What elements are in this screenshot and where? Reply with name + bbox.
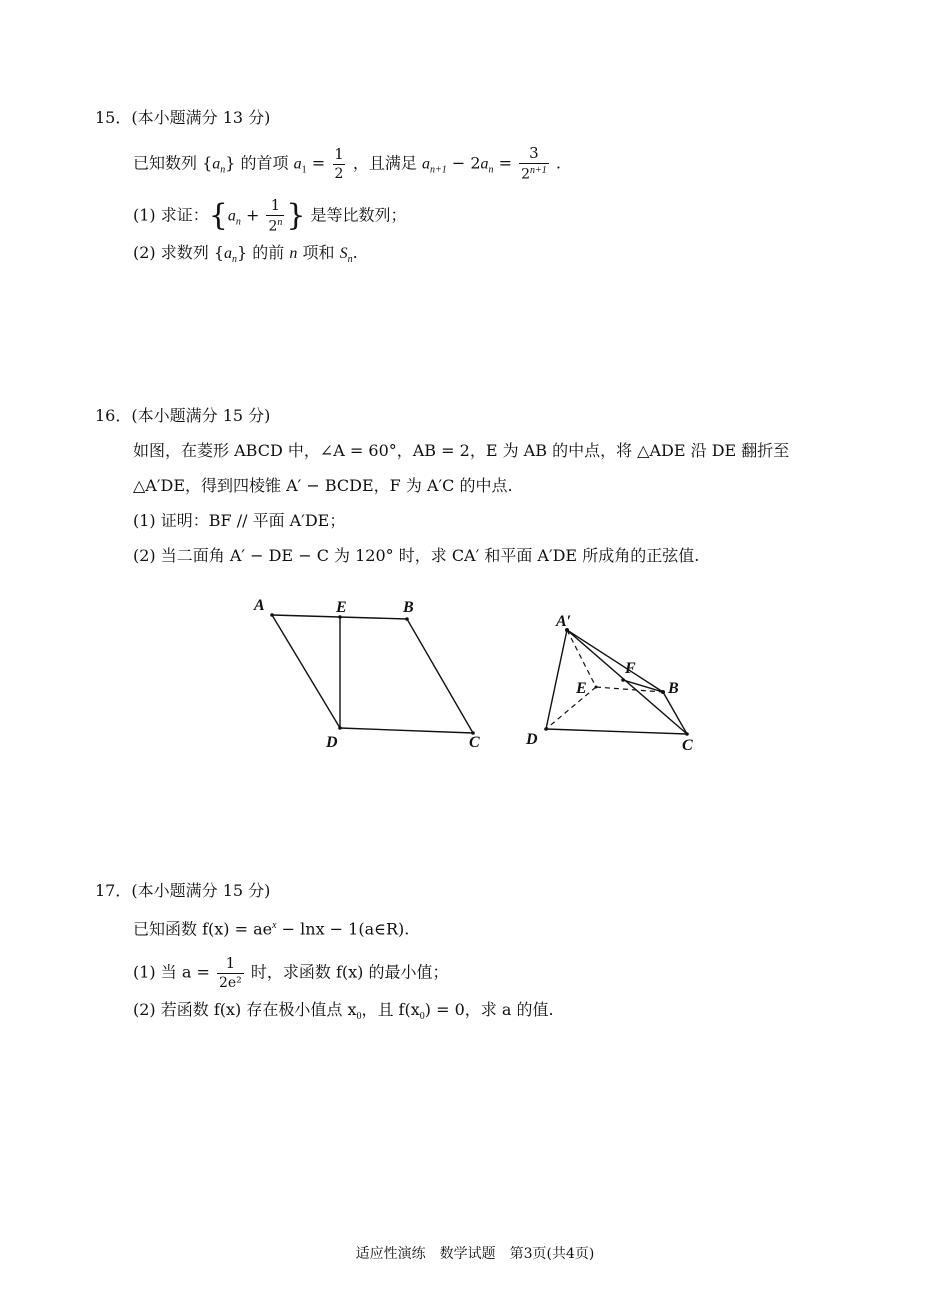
q15-header: 15．(本小题满分 13 分) xyxy=(95,108,271,127)
q17-text-1: 已知函数 f(x) = ae xyxy=(133,919,273,939)
pyramid-figure xyxy=(520,605,710,760)
q15-part1-label: (1) 求证： xyxy=(133,205,209,225)
q17-statement xyxy=(133,916,409,939)
q17-part2-mid: ，且 f(x xyxy=(361,1000,420,1019)
edge-DC xyxy=(340,728,473,733)
q15-part2-tail: 项和 xyxy=(302,243,335,262)
edge-BC xyxy=(663,692,687,734)
label-D: D xyxy=(326,734,338,751)
edge-DC xyxy=(546,729,687,734)
label-A: A xyxy=(254,597,265,614)
q16-line2: △A′DE，得到四棱锥 A′ − BCDE，F 为 A′C 的中点. xyxy=(133,476,513,495)
label-A-prime: A′ xyxy=(556,613,572,630)
q15-frac-rhs: $\frac{3}{2^{n+1}}$ xyxy=(521,144,547,183)
q15-text-3: ，且满足 xyxy=(352,153,417,173)
q15-part2-label: (2) 求数列 xyxy=(133,243,209,262)
q17-text-2: − lnx − 1(a∈R). xyxy=(276,919,410,939)
q15-part2: (2) 求数列 $\{a_n\}$ 的前 n 项和 $S_n$. xyxy=(133,243,358,266)
q16-header: 16．(本小题满分 15 分) xyxy=(95,406,271,425)
q17-frac: $\frac{1}{\text{2e²}}$ xyxy=(218,954,242,991)
q15-text-1: 已知数列 xyxy=(133,153,198,173)
q15-text-2: 的首项 xyxy=(240,153,289,173)
page-footer: 适应性演练 数学试题 第3页(共4页) xyxy=(355,1246,595,1262)
q17-part1-label: (1) 当 a = xyxy=(133,962,210,982)
q17-part1 xyxy=(133,956,448,990)
q15-part2-S: S xyxy=(339,245,348,262)
rhombus-figure xyxy=(240,590,500,760)
q15-part2-n: n xyxy=(289,245,298,262)
q15-statement: 已知数列 $\{a_n\}$ 的首项 $a_1$ = $\frac{1}{2}$ ，且满足 $a_{n+1} - 2a_n$ = $\frac{3}{2^{n+1}}$ . xyxy=(133,144,561,183)
label-E2: E xyxy=(576,680,587,697)
label-C2: C xyxy=(682,737,693,754)
q15-part2-mid: 的前 xyxy=(252,243,285,262)
q16-part1: (1) 证明：BF // 平面 A′DE； xyxy=(133,511,346,530)
label-D2: D xyxy=(526,731,538,748)
q15-part1: (1) 求证：{$a_n$ + $\frac{1}{2^n}$ } 是等比数列； xyxy=(133,196,407,235)
label-F: F xyxy=(625,660,636,677)
q16-line1: 如图，在菱形 ABCD 中，∠A = 60°，AB = 2，E 为 AB 的中点，将 △ADE 沿 DE 翻折至 xyxy=(133,441,790,460)
label-B: B xyxy=(403,599,414,616)
edge-A1D xyxy=(546,630,567,729)
q16-part2: (2) 当二面角 A′ − DE − C 为 120° 时，求 CA′ 和平面 A′DE 所成角的正弦值. xyxy=(133,546,700,565)
q17-sup-x: x xyxy=(272,920,277,931)
label-E: E xyxy=(336,599,347,616)
q17-header: 17．(本小题满分 15 分) xyxy=(95,881,271,900)
q17-part2: (2) 若函数 f(x) 存在极小值点 $x_0$，且 $f(x_0) = 0$，求 a 的值. xyxy=(133,1000,554,1023)
q15-frac-half: $\frac{1}{2}$ xyxy=(334,144,344,182)
label-C: C xyxy=(469,734,480,751)
edge-AD xyxy=(272,615,340,728)
label-B2: B xyxy=(668,680,679,697)
q17-part2-label: (2) 若函数 f(x) 存在极小值点 x xyxy=(133,1000,357,1019)
q17-part1-tail: 时，求函数 f(x) 的最小值； xyxy=(250,962,449,982)
q15-part1-tail: 是等比数列； xyxy=(310,205,407,225)
edge-BC xyxy=(407,619,473,733)
q15-frac-part1: $\frac{1}{2^n}$ xyxy=(268,196,283,235)
q17-part2-tail: ) = 0，求 a 的值. xyxy=(424,1000,554,1019)
